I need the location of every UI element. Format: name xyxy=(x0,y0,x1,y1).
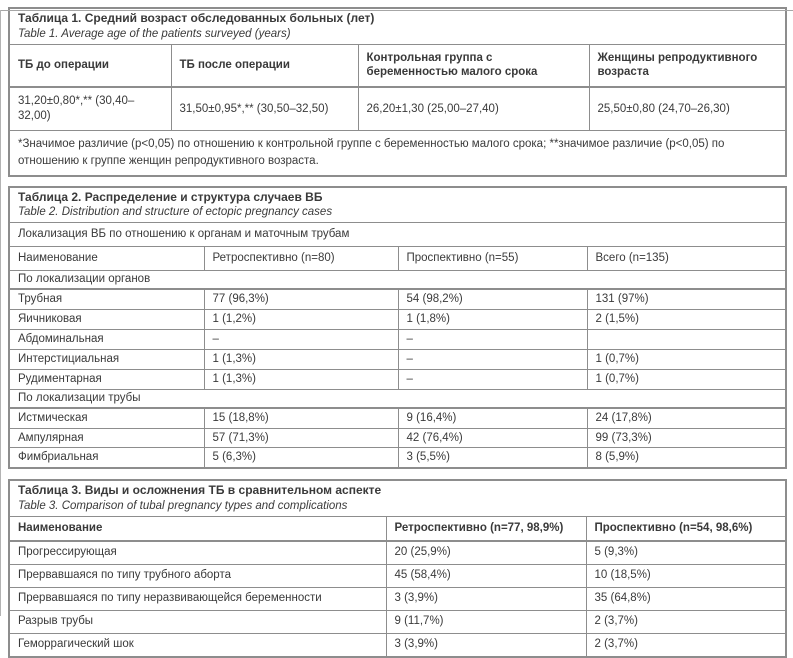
table2-title-cell xyxy=(9,187,786,223)
table-cell: 1 (0,7%) xyxy=(587,349,786,369)
header-cell: Женщины репродуктивного возраста xyxy=(589,44,786,87)
table-cell: – xyxy=(204,329,398,349)
table-row xyxy=(9,480,786,516)
table-cell: 9 (11,7%) xyxy=(386,610,586,633)
table-row xyxy=(9,349,786,369)
table-row xyxy=(9,329,786,349)
table-cell: Яичниковая xyxy=(9,309,204,329)
table-row xyxy=(9,428,786,448)
table-row xyxy=(9,408,786,428)
table-cell: – xyxy=(398,329,587,349)
table-cell: 1 (1,2%) xyxy=(204,309,398,329)
table-cell: 57 (71,3%) xyxy=(204,428,398,448)
table3-subtitle: Table 3. Comparison of tubal pregnancy types and complications xyxy=(18,500,348,512)
table1-subtitle: Table 1. Average age of the patients surveyed (years) xyxy=(18,27,291,40)
table-cell: 9 (16,4%) xyxy=(398,408,587,428)
table-cell: Прогрессирующая xyxy=(9,541,386,564)
table-cell xyxy=(587,329,786,349)
table-row xyxy=(9,187,786,223)
table-row xyxy=(9,448,786,468)
table-row xyxy=(9,610,786,633)
table-cell: 15 (18,8%) xyxy=(204,408,398,428)
header-cell: Контрольная группа с беременностью малого срока xyxy=(358,44,589,87)
table-row xyxy=(9,8,786,44)
table2-section-tube: По локализации трубы xyxy=(9,389,786,407)
table-cell: 20 (25,9%) xyxy=(386,541,586,564)
table-2-distribution xyxy=(8,186,787,470)
table-row xyxy=(9,131,786,176)
table-cell: 2 (3,7%) xyxy=(586,633,786,656)
table-cell: 5 (9,3%) xyxy=(586,541,786,564)
header-cell: Ретроспективно (n=80) xyxy=(204,247,398,271)
table-cell: 1 (1,3%) xyxy=(204,349,398,369)
table1-title-cell xyxy=(9,8,786,44)
table-cell: 26,20±1,30 (25,00–27,40) xyxy=(358,87,589,130)
table-cell: Рудиментарная xyxy=(9,369,204,389)
table-cell: 3 (3,9%) xyxy=(386,633,586,656)
table-cell: Ампулярная xyxy=(9,428,204,448)
header-cell: Всего (n=135) xyxy=(587,247,786,271)
table-row xyxy=(9,309,786,329)
top-frame-line xyxy=(0,10,793,11)
table-cell: 42 (76,4%) xyxy=(398,428,587,448)
header-cell: Наименование xyxy=(9,247,204,271)
table-cell: 3 (3,9%) xyxy=(386,587,586,610)
table-row xyxy=(9,564,786,587)
table-3-types-complications xyxy=(8,479,787,657)
header-cell: ТБ до операции xyxy=(9,44,171,87)
table-cell: 25,50±0,80 (24,70–26,30) xyxy=(589,87,786,130)
table-row xyxy=(9,87,786,130)
header-cell: Наименование xyxy=(9,516,386,540)
table-cell: – xyxy=(398,349,587,369)
table-cell: 1 (1,3%) xyxy=(204,369,398,389)
table2-span-row: Локализация ВБ по отношению к органам и маточным трубам xyxy=(9,223,786,247)
table-cell: 1 (1,8%) xyxy=(398,309,587,329)
table2-section-organs: По локализации органов xyxy=(9,271,786,289)
table-cell: 31,50±0,95*,** (30,50–32,50) xyxy=(171,87,358,130)
table2-subtitle: Table 2. Distribution and structure of ectopic pregnancy cases xyxy=(18,206,333,219)
table-cell: 10 (18,5%) xyxy=(586,564,786,587)
table-cell: 35 (64,8%) xyxy=(586,587,786,610)
table-cell: Прервавшаяся по типу трубного аборта xyxy=(9,564,386,587)
table-cell: 54 (98,2%) xyxy=(398,289,587,309)
table-row xyxy=(9,389,786,407)
table-cell: Интерстициальная xyxy=(9,349,204,369)
table-cell: Прервавшаяся по типу неразвивающейся беременности xyxy=(9,587,386,610)
table3-title: Таблица 3. Виды и осложнения ТБ в сравнительном аспекте xyxy=(18,483,382,498)
table-row xyxy=(9,369,786,389)
table-row xyxy=(9,247,786,271)
table-cell: 2 (3,7%) xyxy=(586,610,786,633)
table-cell: Разрыв трубы xyxy=(9,610,386,633)
header-cell: ТБ после операции xyxy=(171,44,358,87)
table-cell: 8 (5,9%) xyxy=(587,448,786,468)
table-cell: 45 (58,4%) xyxy=(386,564,586,587)
table-row xyxy=(9,223,786,247)
table-cell: 3 (5,5%) xyxy=(398,448,587,468)
table1-footnote: *Значимое различие (p<0,05) по отношению к контрольной группе с беременностью малого срока; **значимое различие (p<0,05) по отношению к группе женщин репродуктивного возраста. xyxy=(9,131,786,176)
table-1-average-age xyxy=(8,7,787,177)
table-cell: Фимбриальная xyxy=(9,448,204,468)
table3-title-cell xyxy=(9,480,786,516)
table-row xyxy=(9,541,786,564)
table-cell: 131 (97%) xyxy=(587,289,786,309)
table-cell: 77 (96,3%) xyxy=(204,289,398,309)
table-row xyxy=(9,587,786,610)
page xyxy=(0,7,793,651)
table-row xyxy=(9,289,786,309)
table-cell: – xyxy=(398,369,587,389)
table-row xyxy=(9,271,786,289)
table-cell: Истмическая xyxy=(9,408,204,428)
table-cell: Геморрагический шок xyxy=(9,633,386,656)
table-row xyxy=(9,44,786,87)
table-cell: 2 (1,5%) xyxy=(587,309,786,329)
table-row xyxy=(9,633,786,656)
table-row xyxy=(9,516,786,540)
table1-title: Таблица 1. Средний возраст обследованных больных (лет) xyxy=(18,11,375,25)
header-cell: Проспективно (n=54, 98,6%) xyxy=(586,516,786,540)
table-cell: Абдоминальная xyxy=(9,329,204,349)
table-cell: 1 (0,7%) xyxy=(587,369,786,389)
table-cell: 99 (73,3%) xyxy=(587,428,786,448)
table-cell: 31,20±0,80*,** (30,40–32,00) xyxy=(9,87,171,130)
left-frame-line xyxy=(0,10,1,616)
table-cell: 5 (6,3%) xyxy=(204,448,398,468)
header-cell: Проспективно (n=55) xyxy=(398,247,587,271)
table-cell: Трубная xyxy=(9,289,204,309)
table-cell: 24 (17,8%) xyxy=(587,408,786,428)
table2-title: Таблица 2. Распределение и структура случаев ВБ xyxy=(18,189,323,204)
header-cell: Ретроспективно (n=77, 98,9%) xyxy=(386,516,586,540)
